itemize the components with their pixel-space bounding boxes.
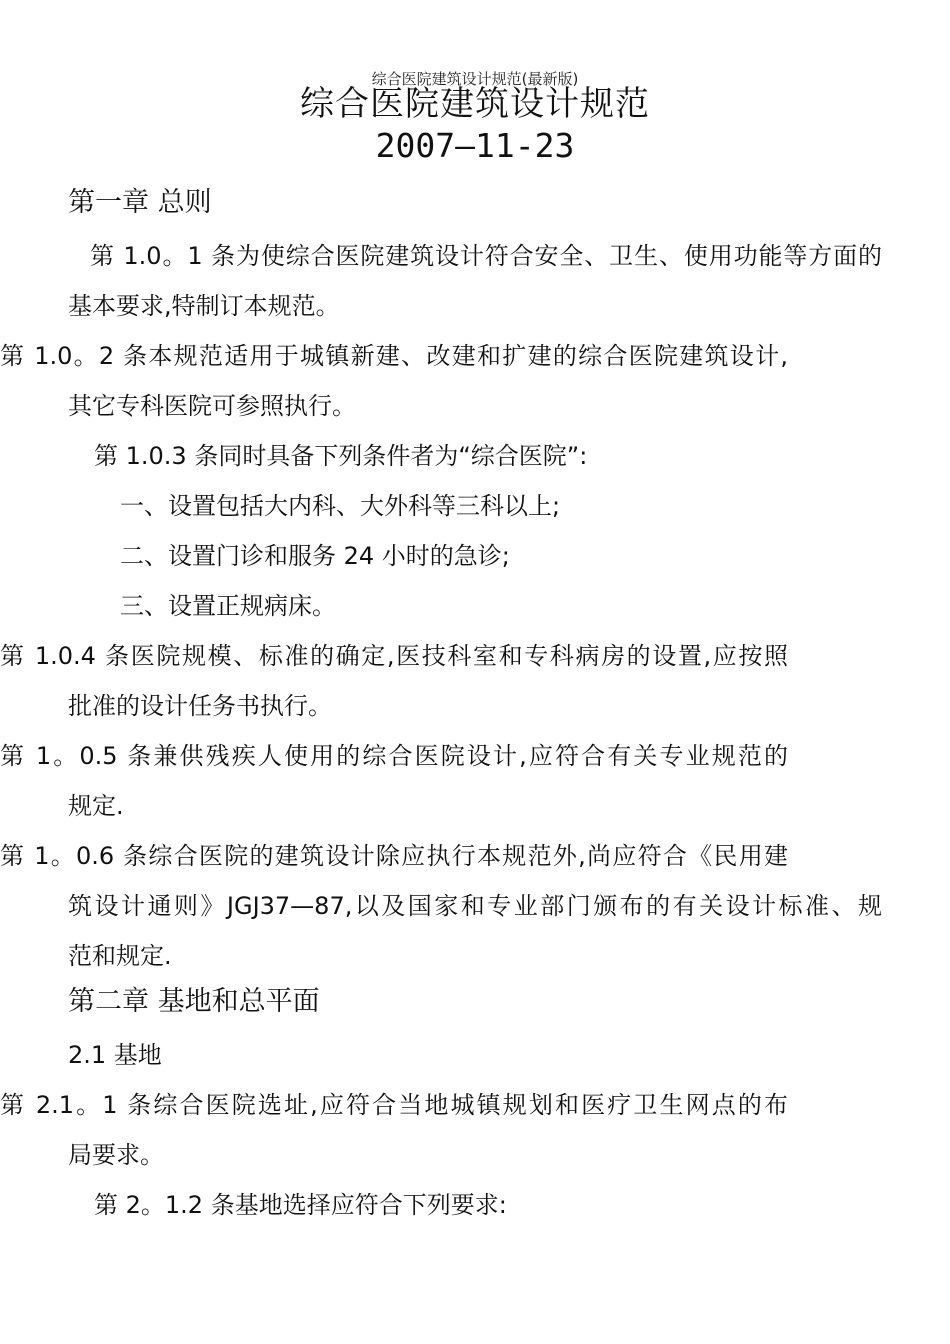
- clause-2-1-1-line-2: 局要求。: [68, 1141, 164, 1169]
- clause-1-0-1-line-1: 第 1.0。1 条为使综合医院建筑设计符合安全、卫生、使用功能等方面的: [90, 242, 882, 270]
- clause-1-0-6-line-2: 筑设计通则》JGJ37—87,以及国家和专业部门颁布的有关设计标准、规: [68, 892, 882, 920]
- document-date: 2007—11-23: [375, 126, 575, 165]
- chapter-1-heading: 第一章 总则: [68, 187, 212, 218]
- clause-1-0-5-line-1: 第 1。0.5 条兼供残疾人使用的综合医院设计,应符合有关专业规范的: [0, 742, 788, 770]
- clause-1-0-3-item-2: 二、设置门诊和服务 24 小时的急诊;: [120, 542, 510, 570]
- running-header: 综合医院建筑设计规范(最新版): [371, 70, 579, 88]
- clause-1-0-5-line-2: 规定.: [68, 792, 124, 820]
- clause-2-1-1-line-1: 第 2.1。1 条综合医院选址,应符合当地城镇规划和医疗卫生网点的布: [0, 1091, 788, 1119]
- clause-1-0-3-item-1: 一、设置包括大内科、大外科等三科以上;: [120, 492, 561, 520]
- clause-1-0-6-line-3: 范和规定.: [68, 942, 172, 970]
- document-title: 综合医院建筑设计规范: [300, 84, 650, 124]
- clause-1-0-3-item-3: 三、设置正规病床。: [120, 592, 336, 620]
- clause-2-1-2: 第 2。1.2 条基地选择应符合下列要求:: [94, 1191, 507, 1219]
- chapter-2-heading: 第二章 基地和总平面: [68, 986, 320, 1017]
- clause-1-0-2-line-2: 其它专科医院可参照执行。: [68, 392, 356, 420]
- clause-1-0-3: 第 1.0.3 条同时具备下列条件者为“综合医院”:: [94, 442, 588, 470]
- clause-1-0-4-line-2: 批准的设计任务书执行。: [68, 692, 332, 720]
- clause-1-0-4-line-1: 第 1.0.4 条医院规模、标准的确定,医技科室和专科病房的设置,应按照: [0, 642, 788, 670]
- clause-1-0-1-line-2: 基本要求,特制订本规范。: [68, 292, 340, 320]
- clause-1-0-2-line-1: 第 1.0。2 条本规范适用于城镇新建、改建和扩建的综合医院建筑设计,: [0, 342, 788, 370]
- section-2-1-heading: 2.1 基地: [68, 1041, 162, 1069]
- clause-1-0-6-line-1: 第 1。0.6 条综合医院的建筑设计除应执行本规范外,尚应符合《民用建: [0, 842, 788, 870]
